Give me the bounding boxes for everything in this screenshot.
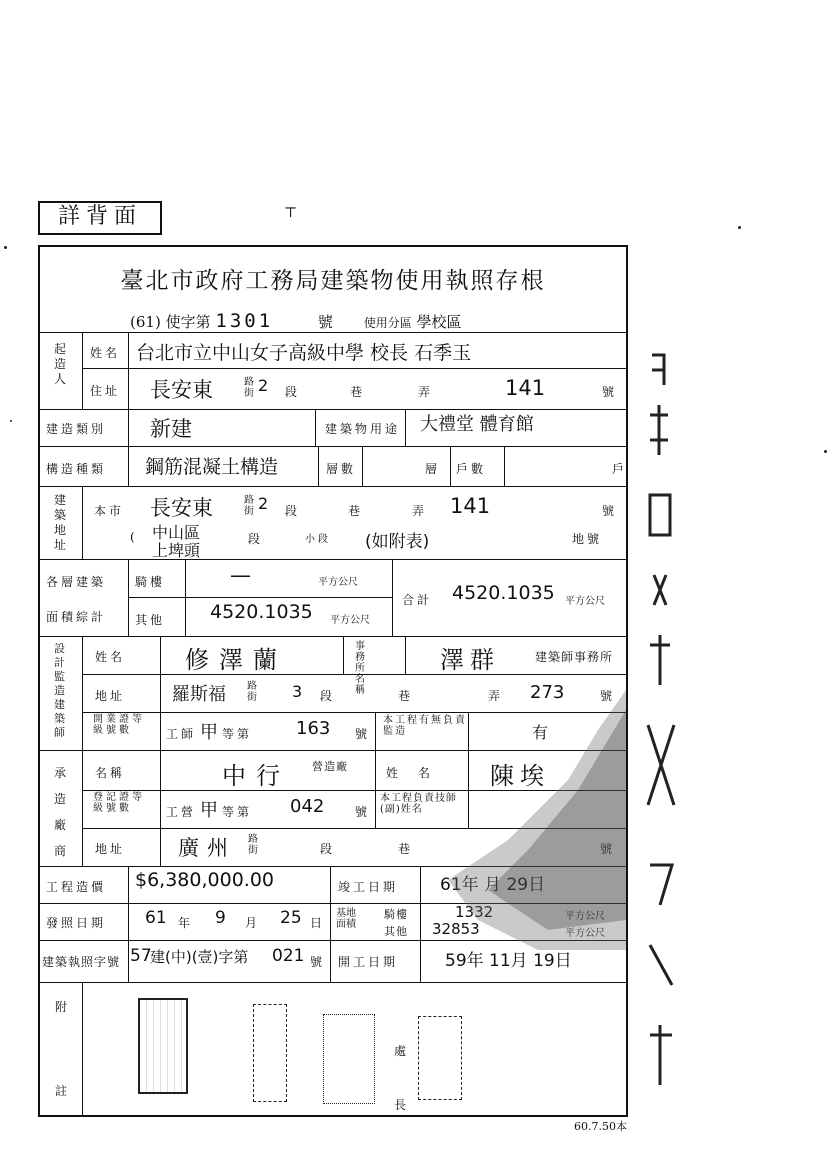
architect-addr-label: 地址 [95,689,126,703]
structure-value: 鋼筋混凝土構造 [145,456,279,478]
area-total-label: 合計 [402,593,433,607]
site-land-sub: 上埤頭 [152,541,201,560]
notes-label-2: 註 [55,1084,71,1098]
applicant-addr-label: 住址 [90,384,121,398]
cost-value: $6,380,000.00 [135,869,275,891]
license-suffix: 號 [317,313,333,331]
site-land-section: 段 [248,532,264,546]
area-arcade-unit: 平方公尺 [318,577,358,588]
applicant-addr-section-no: 2 [258,376,269,395]
area-arcade: 騎樓 [135,575,166,589]
contractor-name-suffix: 營造廠 [312,760,348,773]
seal-chief-signature [418,1016,462,1100]
done-label: 竣工日期 [338,880,399,894]
architect-name-label: 姓名 [95,650,126,664]
architect-resp-value: 有 [532,723,549,742]
contractor-reg-no: 042 [290,796,325,817]
contractor-reg-hao: 號 [355,805,371,819]
permit-label: 建築執照字號 [42,955,121,969]
form-title: 臺北市政府工務局建築物使用執照存根 [120,268,546,294]
permit-no: 021 [272,946,305,966]
architect-resp-label: 本工程有無負責監造 [383,715,467,737]
architect-office-suffix: 建築師事務所 [535,650,614,664]
structure-label: 構造種類 [46,462,107,476]
architect-name-value: 修澤蘭 [185,646,287,674]
area-other: 其他 [135,613,166,627]
license-word: 使字第 [165,313,211,331]
issue-year: 61 [145,908,167,928]
footer-print-note: 60.7.50本 [574,1120,627,1133]
site-paren: ( [130,530,138,544]
license-number: 1301 [215,310,274,332]
issue-month: 9 [215,908,226,928]
site-land-sub-section: 小段 [305,534,331,545]
contractor-addr-road: 廣州 [178,836,236,860]
issue-day-unit: 日 [310,916,326,930]
contractor-person-label: 姓名 [386,766,451,780]
architect-office-label: 事務所名稱 [355,641,365,696]
area-label-1: 各層建築 [46,575,107,589]
site-road: 長安東 [150,496,213,520]
architect-office-value: 澤群 [440,646,500,674]
seal-square-2 [253,1004,287,1102]
site-hao: 號 [602,504,618,518]
contractor-addr-hao: 號 [600,842,616,856]
use-label: 建築物用途 [325,422,401,436]
architect-reg-hao: 號 [355,727,371,741]
architect-reg-no: 163 [296,718,331,739]
area-other-unit: 平方公尺 [330,615,370,626]
architect-addr-road-suffix: 路街 [247,681,257,703]
applicant-name-label: 姓名 [90,346,121,360]
issue-year-unit: 年 [178,916,194,930]
architect-addr-no: 273 [530,682,565,703]
zone-value: 學校區 [416,313,462,331]
site-alley: 弄 [412,504,428,518]
area-total-value: 4520.1035 [452,582,555,604]
category-value: 新建 [150,417,192,441]
households-unit: 戶 [612,462,628,476]
contractor-reg-word: 等第 [222,805,253,819]
architect-addr-section: 段 [320,689,336,703]
bleed-through-edge [644,345,680,1105]
contractor-addr-section: 段 [320,842,336,856]
site-group-label: 建築地址 [54,493,67,552]
issue-label: 發照日期 [46,916,107,930]
architect-reg-prefix: 工師 [166,727,197,741]
notes-label-1: 附 [55,1000,71,1014]
architect-addr-hao: 號 [600,689,616,703]
architect-addr-lane: 巷 [398,689,414,703]
site-no: 141 [450,494,491,518]
category-label: 建造類別 [46,422,107,436]
site-area-unit-1: 平方公尺 [565,911,605,922]
contractor-addr-label: 地址 [95,842,126,856]
seal-signature-box [323,1014,375,1104]
site-area-other: 其他 [384,925,408,938]
contractor-person-value: 陳埃 [490,762,550,790]
applicant-addr-alley: 弄 [418,385,434,399]
start-label: 開工日期 [338,955,399,969]
site-area-other-value: 32853 [432,920,480,938]
site-section: 段 [285,504,301,518]
site-road-suffix: 路街 [244,495,254,517]
architect-reg-word: 等第 [222,727,253,741]
contractor-group-label: 承造廠商 [54,766,67,858]
architect-addr-alley: 弄 [488,689,504,703]
permit-year: 57 [130,946,152,966]
permit-hao: 號 [310,955,326,969]
issue-day: 25 [280,908,302,928]
contractor-reg-prefix: 工營 [166,805,197,819]
site-area-label: 基地面積 [336,908,356,930]
use-value: 大禮堂 體育館 [420,414,534,435]
applicant-addr-section: 段 [285,385,301,399]
applicant-addr-no: 141 [505,376,546,400]
header-stamp: 詳背面 [38,201,162,235]
punch-mark: ⊤ [284,205,298,221]
applicant-name-value: 台北市立中山女子高級中學 校長 石季玉 [136,342,472,364]
contractor-addr-lane: 巷 [398,842,414,856]
architect-addr-road: 羅斯福 [172,684,226,705]
architect-group-label: 設計監造建築師 [54,642,65,739]
approval-seals [128,998,473,1110]
applicant-addr-lane: 巷 [350,385,366,399]
applicant-addr-road: 路街 [244,377,254,399]
site-city: 本市 [94,504,125,518]
contractor-engineer-label: 本工程負責技師(副)姓名 [380,793,457,815]
area-label-2: 面積綜計 [46,610,107,624]
site-area-unit-2: 平方公尺 [565,928,605,939]
contractor-name-label: 名稱 [95,766,126,780]
area-other-value: 4520.1035 [210,601,313,623]
site-land-no: 地號 [572,532,603,546]
site-area-arcade: 騎樓 [384,908,408,921]
license-prefix: (61) [130,313,161,331]
area-arcade-dash: — [230,563,251,587]
households-label: 戶數 [456,462,487,476]
applicant-group-label: 起造人 [54,342,67,386]
site-section-no: 2 [258,494,269,513]
issue-month-unit: 月 [245,916,261,930]
site-lane: 巷 [348,504,364,518]
site-land-numbers: (如附表) [365,532,430,552]
done-value: 61年 月 29日 [440,875,546,895]
seal-chief: 處長 [394,1044,410,1112]
site-land-district: 中山區 [152,523,201,542]
architect-reg-grade: 甲 [200,722,218,743]
floors-label: 層數 [326,462,357,476]
area-total-unit: 平方公尺 [565,596,605,607]
contractor-reg-label: 登記證等級號數 [93,792,145,814]
seal-square-1 [138,998,188,1094]
start-value: 59年 11月 19日 [445,951,572,971]
stain-overlay [448,690,626,950]
architect-addr-section-no: 3 [292,682,303,701]
site-area-arcade-value: 1332 [455,903,494,921]
applicant-addr-hao: 號 [602,385,618,399]
permit-word: 建(中)(壹)字第 [150,948,249,966]
architect-reg-label: 開業證等級號數 [93,714,145,736]
license-line [130,310,462,332]
zone-label: 使用分區 [363,316,412,330]
cost-label: 工程造價 [46,880,107,894]
applicant-addr-value: 長安東 [150,378,213,402]
floors-unit: 層 [425,462,441,476]
contractor-addr-road-suffix: 路街 [248,834,258,856]
contractor-name-value: 中行 [222,762,290,790]
contractor-reg-grade: 甲 [200,800,218,821]
